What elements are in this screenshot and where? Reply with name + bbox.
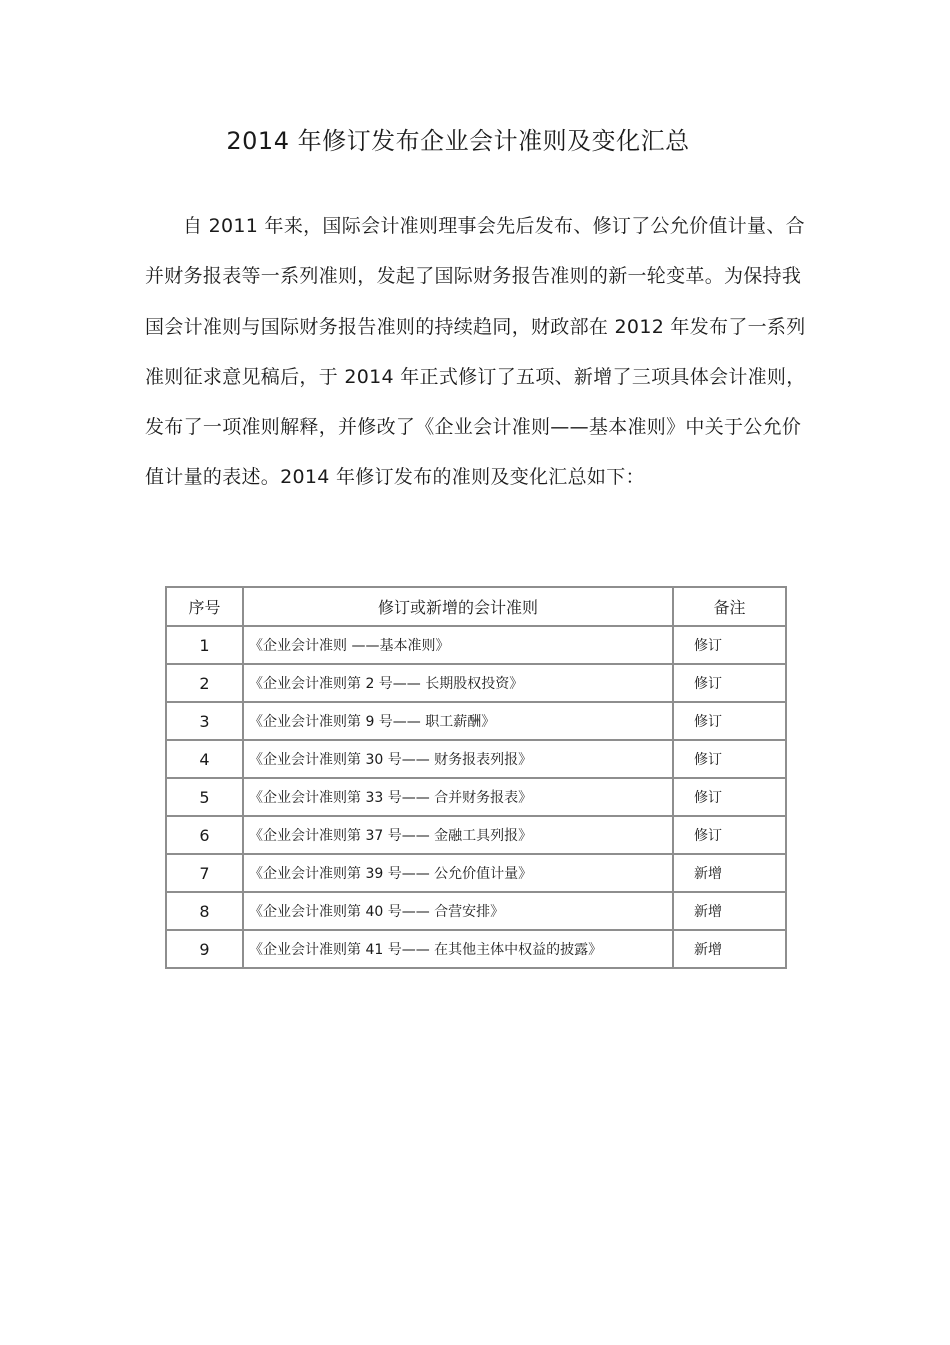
table-row: [166, 816, 786, 854]
row-note: 修订: [673, 778, 786, 816]
row-standard: 《企业会计准则第 2 号—— 长期股权投资》: [243, 664, 673, 702]
table-row: [166, 930, 786, 968]
row-seq: 6: [166, 816, 243, 854]
header-seq: 序号: [166, 587, 243, 626]
row-note: 修订: [673, 740, 786, 778]
row-standard: 《企业会计准则第 39 号—— 公允价值计量》: [243, 854, 673, 892]
row-standard: 《企业会计准则第 30 号—— 财务报表列报》: [243, 740, 673, 778]
row-seq: 9: [166, 930, 243, 968]
row-seq: 8: [166, 892, 243, 930]
standards-table-container: [165, 586, 785, 969]
table-row: [166, 664, 786, 702]
row-note: 修订: [673, 626, 786, 664]
document-title: 2014 年修订发布企业会计准则及变化汇总: [226, 127, 690, 155]
row-standard: 《企业会计准则第 33 号—— 合并财务报表》: [243, 778, 673, 816]
table-row: [166, 854, 786, 892]
table-row: [166, 778, 786, 816]
row-seq: 2: [166, 664, 243, 702]
row-seq: 1: [166, 626, 243, 664]
row-note: 修订: [673, 664, 786, 702]
table-row: [166, 626, 786, 664]
intro-paragraph: 自 2011 年来，国际会计准则理事会先后发布、修订了公允价值计量、合并财务报表等一系列准则，发起了国际财务报告准则的新一轮变革。为保持我国会计准则与国际财务报告准则的持续趋同，财政部在 2012 年发布了一系列准则征求意见稿后，于 2014 年正式修订了五项、新增了三项具体会计准则，发布了一项准则解释，并修改了《企业会计准则——基本准则》中关于公允价值计量的表述。2014 年修订发布的准则及变化汇总如下：: [145, 215, 806, 489]
table-row: [166, 702, 786, 740]
standards-table: [165, 586, 787, 969]
header-note: 备注: [673, 587, 786, 626]
table-row: [166, 892, 786, 930]
row-note: 修订: [673, 816, 786, 854]
row-note: 新增: [673, 892, 786, 930]
row-note: 新增: [673, 854, 786, 892]
row-note: 修订: [673, 702, 786, 740]
row-standard: 《企业会计准则 ——基本准则》: [243, 626, 673, 664]
row-standard: 《企业会计准则第 41 号—— 在其他主体中权益的披露》: [243, 930, 673, 968]
row-standard: 《企业会计准则第 37 号—— 金融工具列报》: [243, 816, 673, 854]
row-seq: 3: [166, 702, 243, 740]
header-standard: 修订或新增的会计准则: [243, 587, 673, 626]
row-standard: 《企业会计准则第 40 号—— 合营安排》: [243, 892, 673, 930]
row-standard: 《企业会计准则第 9 号—— 职工薪酬》: [243, 702, 673, 740]
row-seq: 7: [166, 854, 243, 892]
table-header-row: [166, 587, 786, 626]
row-seq: 5: [166, 778, 243, 816]
table-row: [166, 740, 786, 778]
row-seq: 4: [166, 740, 243, 778]
row-note: 新增: [673, 930, 786, 968]
